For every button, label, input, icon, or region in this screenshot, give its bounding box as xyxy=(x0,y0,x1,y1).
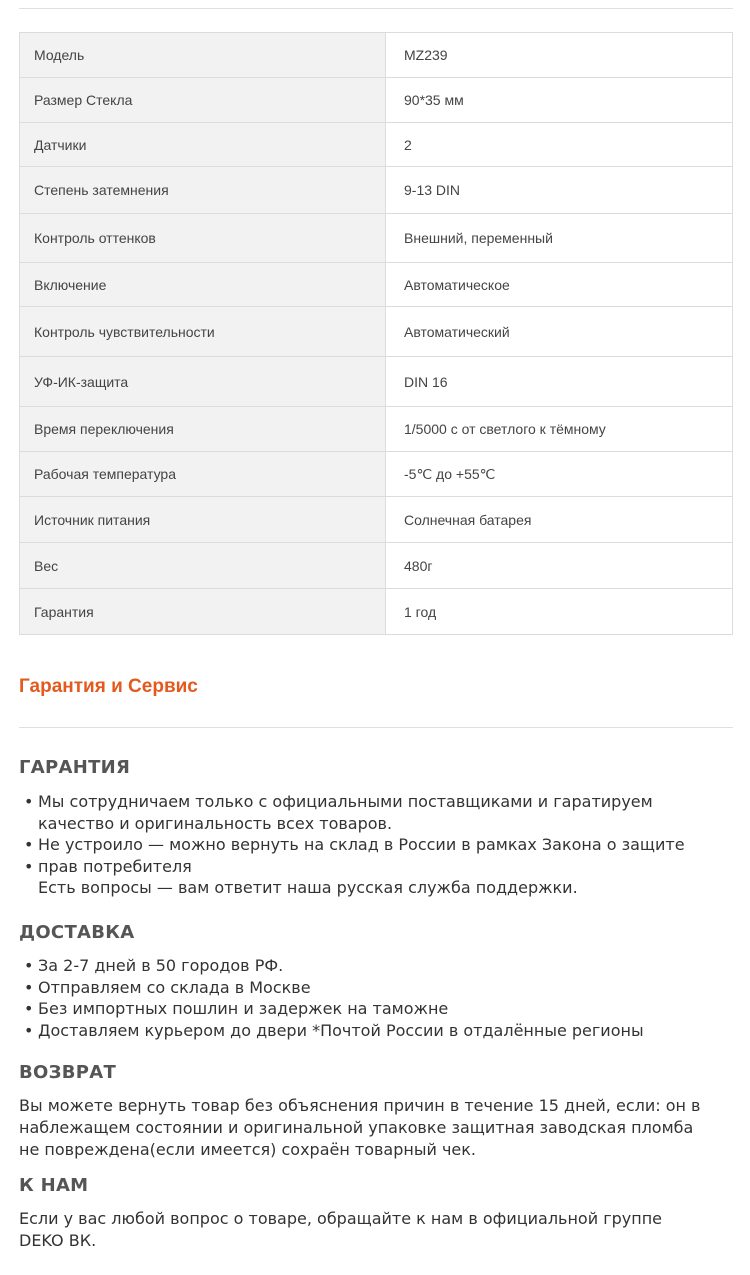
spec-value: Внешний, переменный xyxy=(386,214,733,263)
list-item-text: прав потребителя xyxy=(38,856,192,876)
spec-row xyxy=(20,543,733,589)
spec-value: 1/5000 с от светлого к тёмному xyxy=(386,407,733,452)
delivery-heading: ДОСТАВКА xyxy=(19,922,135,943)
warranty-list xyxy=(19,791,685,899)
spec-row xyxy=(20,33,733,78)
list-item xyxy=(19,998,644,1020)
spec-label: Размер Стекла xyxy=(20,78,386,123)
returns-text: Вы можете вернуть товар без объяснения причин в течение 15 дней, если: он в наблежащем состоянии и оригинальной упаковке защитная заводская пломба не повреждена(если имеется) сохраён товарный чек. xyxy=(19,1096,701,1159)
spec-label: Контроль чувствительности xyxy=(20,307,386,357)
spec-label: Источник питания xyxy=(20,497,386,543)
list-item-text: Отправляем со склада в Москве xyxy=(38,977,311,997)
bullet-icon: • xyxy=(24,856,34,876)
delivery-list xyxy=(19,955,644,1041)
list-item-text: Мы сотрудничаем только с официальными поставщиками и гаратируем xyxy=(38,792,653,811)
bullet-icon: • xyxy=(24,1020,34,1040)
spec-value: Солнечная батарея xyxy=(386,497,733,543)
spec-row xyxy=(20,167,733,214)
spec-value: DIN 16 xyxy=(386,357,733,407)
contact-heading: К НАМ xyxy=(19,1175,89,1196)
spec-label: УФ-ИК-защита xyxy=(20,357,386,407)
spec-value: 9-13 DIN xyxy=(386,167,733,214)
spec-value: Автоматическое xyxy=(386,263,733,307)
bullet-icon: • xyxy=(24,977,34,997)
list-item xyxy=(19,791,685,813)
bullet-icon: • xyxy=(24,835,34,855)
list-item-text: Доставляем курьером до двери *Почтой России в отдалённые регионы xyxy=(38,1020,644,1040)
top-divider xyxy=(19,8,733,9)
spec-row xyxy=(20,497,733,543)
list-item xyxy=(19,977,644,999)
spec-value: MZ239 xyxy=(386,33,733,78)
list-item-text: качество и оригинальность всех товаров. xyxy=(38,813,393,833)
list-item xyxy=(19,955,644,977)
spec-value: 1 год xyxy=(386,589,733,635)
bullet-icon: • xyxy=(24,999,34,1019)
spec-value: 480г xyxy=(386,543,733,589)
spec-label: Рабочая температура xyxy=(20,452,386,497)
spec-row xyxy=(20,123,733,167)
spec-value: 2 xyxy=(386,123,733,167)
spec-label: Включение xyxy=(20,263,386,307)
spec-value: Автоматический xyxy=(386,307,733,357)
spec-label: Время переключения xyxy=(20,407,386,452)
list-item-text: Без импортных пошлин и задержек на таможне xyxy=(38,999,449,1019)
spec-value: -5℃ до +55℃ xyxy=(386,452,733,497)
contact-text: Если у вас любой вопрос о товаре, обращайте к нам в официальной группе DEKO ВК. xyxy=(19,1209,662,1250)
spec-label: Гарантия xyxy=(20,589,386,635)
spec-value: 90*35 мм xyxy=(386,78,733,123)
list-item xyxy=(19,1020,644,1042)
spec-row xyxy=(20,589,733,635)
spec-row xyxy=(20,452,733,497)
returns-heading: ВОЗВРАТ xyxy=(19,1062,117,1083)
spec-label: Модель xyxy=(20,33,386,78)
section-divider xyxy=(19,727,733,728)
list-item xyxy=(19,834,685,856)
spec-row xyxy=(20,263,733,307)
bullet-icon: • xyxy=(24,956,34,975)
spec-row xyxy=(20,357,733,407)
list-item xyxy=(19,813,685,835)
spec-row xyxy=(20,307,733,357)
section-title: Гарантия и Сервис xyxy=(19,676,198,697)
list-item-text: Не устроило — можно вернуть на склад в России в рамках Закона о защите xyxy=(38,835,685,855)
warranty-heading: ГАРАНТИЯ xyxy=(19,757,131,778)
spec-row xyxy=(20,407,733,452)
bullet-icon: • xyxy=(24,792,34,811)
spec-label: Датчики xyxy=(20,123,386,167)
spec-label: Контроль оттенков xyxy=(20,214,386,263)
spec-label: Степень затемнения xyxy=(20,167,386,214)
list-item-text: За 2-7 дней в 50 городов РФ. xyxy=(38,956,284,975)
spec-row xyxy=(20,78,733,123)
spec-label: Вес xyxy=(20,543,386,589)
list-item xyxy=(19,877,685,899)
spec-table xyxy=(19,32,733,635)
list-item xyxy=(19,856,685,878)
list-item-text: Есть вопросы — вам ответит наша русская служба поддержки. xyxy=(38,878,578,898)
spec-row xyxy=(20,214,733,263)
